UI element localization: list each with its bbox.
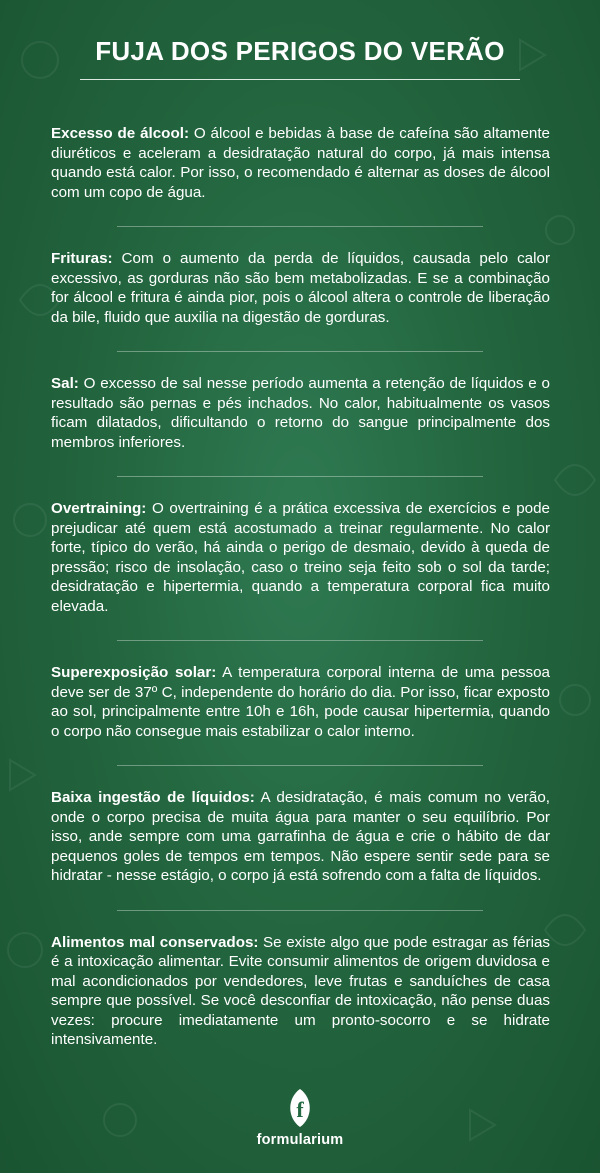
tip-heading: Superexposição solar: bbox=[51, 664, 217, 681]
section-divider bbox=[117, 226, 483, 227]
tip-text: A temperatura corporal interna de uma pessoa deve ser de 37º C, independente do horário do dia. Por isso, ficar exposto ao sol, principalmente entre 10h e 16h, pode causar hipertermia, quando o corpo não consegue mais estabilizar o calor interno. bbox=[51, 664, 550, 740]
tip-sun-exposure bbox=[51, 663, 550, 741]
title-divider bbox=[80, 79, 520, 80]
tip-heading: Excesso de álcool: bbox=[51, 125, 190, 142]
page-title: FUJA DOS PERIGOS DO VERÃO bbox=[95, 36, 505, 66]
tip-heading: Frituras: bbox=[51, 250, 113, 267]
tip-overtraining bbox=[51, 499, 550, 616]
section-divider bbox=[117, 476, 483, 477]
tip-heading: Sal: bbox=[51, 375, 79, 392]
tip-text: Com o aumento da perda de líquidos, causada pelo calor excessivo, as gorduras não são bem metabolizadas. E se a combinação for álcool e fritura é ainda pior, pois o álcool altera o controle de liberação da bile, fluido que auxilia na digestão de gorduras. bbox=[51, 250, 550, 326]
section-divider bbox=[117, 910, 483, 911]
tip-text: O overtraining é a prática excessiva de exercícios e pode prejudicar até quem está acostumado a treinar regularmente. No calor forte, típico do verão, há ainda o perigo de desmaio, devido à queda de pressão; risco de insolação, caso o treino seja feito sob o sol da tarde; desidratação e hipertermia, quando a temperatura corporal fica muito elevada. bbox=[51, 500, 550, 615]
logo-letter: f bbox=[296, 1097, 304, 1122]
brand-logo bbox=[0, 1088, 600, 1148]
tip-heading: Overtraining: bbox=[51, 500, 147, 517]
tip-hydration bbox=[51, 788, 550, 886]
tip-text: Se existe algo que pode estragar as férias é a intoxicação alimentar. Evite consumir alimentos de origem duvidosa e mal acondicionados por vendedores, leve frutas e sanduíches de casa sempre que possível. Se você desconfiar de intoxicação, não pense duas vezes: procure imediatamente um pronto-socorro e se hidrate intensivamente. bbox=[51, 933, 550, 1048]
tip-text: O excesso de sal nesse período aumenta a retenção de líquidos e o resultado são pernas e pés inchados. No calor, habitualmente os vasos ficam dilatados, dificultando o retorno do sangue principalmente dos membros inferiores. bbox=[51, 375, 550, 451]
section-divider bbox=[117, 640, 483, 641]
brand-name: formularium bbox=[256, 1132, 344, 1148]
tip-heading: Alimentos mal conservados: bbox=[51, 933, 259, 951]
tip-sal bbox=[51, 374, 550, 452]
leaf-logo-icon bbox=[287, 1088, 313, 1128]
tip-frituras bbox=[51, 249, 550, 327]
section-divider bbox=[117, 351, 483, 352]
tips-list bbox=[51, 124, 550, 1050]
tip-text: O álcool e bebidas à base de cafeína são altamente diuréticos e aceleram a desidratação natural do corpo, já mais intensa quando está calor. Por isso, o recomendado é alternar as doses de álcool com um copo de água. bbox=[51, 125, 551, 201]
tip-heading: Baixa ingestão de líquidos: bbox=[51, 789, 255, 806]
tip-alcohol bbox=[51, 124, 550, 202]
tip-food bbox=[51, 933, 550, 1050]
section-divider bbox=[117, 765, 483, 766]
tip-text: A desidratação, é mais comum no verão, onde o corpo precisa de muita água para manter o seu equilíbrio. Por isso, ande sempre com uma garrafinha de água e crie o hábito de dar pequenos goles de tempos em tempos. Não espere sentir sede para se hidratar - nesse estágio, o corpo já está sofrendo com a falta de líquidos. bbox=[51, 789, 550, 884]
